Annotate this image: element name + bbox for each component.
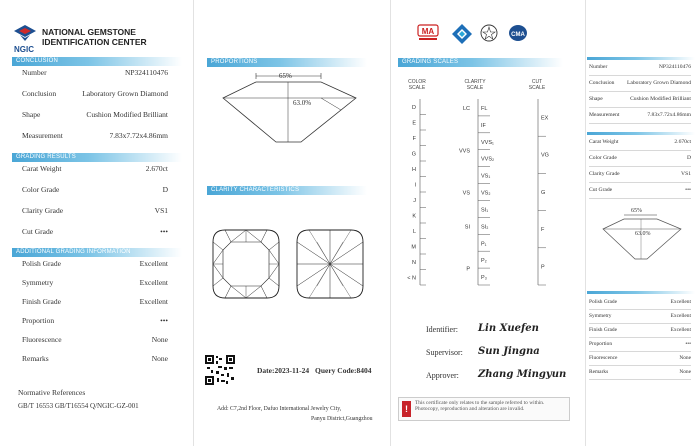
data-row-shape [589, 96, 691, 102]
row-label: Shape [589, 96, 603, 102]
data-row-polish-grade [589, 299, 691, 305]
data-row-number [22, 68, 168, 77]
ngic-emblem-icon [14, 25, 36, 41]
ilac-badge-icon [480, 24, 498, 47]
clarity-grade-label: P₁ [481, 241, 487, 248]
data-row-symmetry [22, 278, 168, 287]
cma-badge-icon [417, 24, 439, 42]
panel-main [0, 0, 193, 446]
row-value: None [151, 335, 168, 344]
row-divider [589, 337, 691, 338]
row-label: Conclusion [589, 80, 615, 86]
clarity-grade-label: VVS₁ [481, 139, 494, 146]
row-value: None [151, 354, 168, 363]
panel-scales [390, 0, 585, 446]
data-row-shape [22, 110, 168, 119]
row-label: Measurement [589, 112, 620, 118]
color-grade-label: N [412, 260, 416, 267]
panel-summary [585, 0, 700, 446]
row-divider [589, 379, 691, 380]
summary-accent-bar-3 [587, 291, 695, 294]
row-label: Fluorescence [589, 355, 618, 361]
row-label: Number [589, 64, 608, 70]
cut-scale-title: CUT SCALE [528, 79, 546, 91]
row-label: Color Grade [589, 155, 617, 161]
row-value: 7.83x7.72x4.86mm [109, 131, 168, 140]
row-label: Cut Grade [22, 227, 54, 236]
data-row-remarks [589, 369, 691, 375]
signature-name: Lin Xuefen [478, 323, 539, 334]
signature-name: Sun Jingna [478, 346, 540, 357]
data-row-clarity-grade [589, 171, 691, 177]
color-grade-label: D [412, 105, 416, 112]
clarity-group-label: VVS [458, 148, 470, 155]
cut-grade-label: F [541, 227, 545, 234]
data-row-finish-grade [22, 297, 168, 306]
clarity-group-label: P [466, 266, 470, 273]
data-row-fluorescence [22, 335, 168, 344]
svg-text:MA: MA [421, 27, 435, 36]
data-row-color-grade [589, 155, 691, 161]
data-row-color-grade [22, 185, 168, 194]
clarity-grade-label: P₃ [481, 275, 487, 282]
row-label: Symmetry [589, 313, 612, 319]
row-value: D [162, 185, 168, 194]
clarity-group-label: VS [462, 190, 470, 197]
clarity-grade-label: P₂ [481, 258, 487, 265]
row-divider [589, 150, 691, 151]
data-row-symmetry [589, 313, 691, 319]
panel-diagrams [193, 0, 390, 446]
row-value: None [679, 355, 691, 361]
row-value: ••• [685, 187, 691, 193]
row-label: Proportion [22, 316, 55, 325]
summary-table-percent: 65% [631, 208, 642, 214]
section-conclusion-header: CONCLUSION [12, 57, 182, 66]
row-label: Carat Weight [589, 139, 619, 145]
signature-role: Supervisor: [426, 348, 463, 357]
data-row-polish-grade [22, 259, 168, 268]
row-value: ••• [160, 227, 168, 236]
row-value: 2.670ct [145, 164, 168, 173]
section-grading-header: GRADING RESULTS [12, 153, 182, 162]
row-value: 7.83x7.72x4.86mm [647, 112, 691, 118]
address-line1: Add: C7,2nd Floor, Dafuo International Jewelry City, [217, 406, 342, 412]
clarity-grade-label: VS₁ [481, 173, 491, 180]
cut-grade-label: P [541, 264, 545, 271]
depth-percent: 63.0% [293, 99, 312, 107]
row-label: Polish Grade [589, 299, 617, 305]
row-value: Excellent [139, 259, 168, 268]
data-row-proportion [589, 341, 691, 347]
row-divider [589, 351, 691, 352]
svg-text:CMA: CMA [511, 32, 525, 38]
color-grade-label: F [412, 136, 416, 143]
row-label: Measurement [22, 131, 63, 140]
notice-box [398, 397, 570, 421]
row-value: Excellent [139, 278, 168, 287]
row-value: NP324110476 [124, 68, 168, 77]
row-label: Polish Grade [22, 259, 61, 268]
clarity-grade-label: SI₁ [481, 207, 489, 214]
color-grade-label: H [412, 167, 416, 174]
data-row-carat-weight [22, 164, 168, 173]
references-title: Normative References [18, 388, 86, 397]
data-row-measurement [589, 112, 691, 118]
color-grade-label: < N [407, 275, 416, 282]
row-value: ••• [160, 316, 168, 325]
row-divider [589, 123, 691, 124]
row-label: Finish Grade [22, 297, 61, 306]
data-row-cut-grade [22, 227, 168, 236]
data-row-proportion [22, 316, 168, 325]
row-value: NP324110476 [658, 64, 691, 70]
row-label: Carat Weight [22, 164, 62, 173]
row-value: ••• [685, 341, 691, 347]
summary-accent-bar [587, 57, 695, 60]
logo-text: NGIC [14, 45, 34, 54]
row-divider [589, 91, 691, 92]
row-value: 2.670ct [674, 139, 691, 145]
row-label: Symmetry [22, 278, 54, 287]
data-row-carat-weight [589, 139, 691, 145]
org-name-line1: NATIONAL GEMSTONE [42, 27, 136, 37]
data-row-conclusion [589, 80, 691, 86]
color-grade-label: E [412, 120, 416, 127]
table-percent: 65% [279, 72, 292, 80]
row-divider [589, 166, 691, 167]
color-grade-label: M [411, 244, 416, 251]
crown-view-diagram [211, 228, 281, 300]
section-proportions-header: PROPORTIONS [207, 58, 367, 67]
qr-code [205, 355, 235, 385]
row-value: Cushion Modified Brilliant [86, 110, 168, 119]
section-scales-header: GRADING SCALES [398, 58, 563, 67]
section-additional-header: ADDITIONAL GRADING INFORMATION [12, 248, 182, 257]
grading-scale-chart [390, 95, 585, 290]
pavilion-view-diagram [295, 228, 365, 300]
data-row-finish-grade [589, 327, 691, 333]
row-label: Cut Grade [589, 187, 613, 193]
clarity-grade-label: FL [481, 105, 488, 112]
data-row-remarks [22, 354, 168, 363]
data-row-cut-grade [589, 187, 691, 193]
clarity-grade-label: SI₂ [481, 224, 489, 231]
row-value: VS1 [681, 171, 691, 177]
cma-round-badge-icon [508, 24, 528, 47]
row-value: Cushion Modified Brilliant [630, 96, 691, 102]
notice-text: This certificate only relates to the sample referred to within. Photocopy, reproduction and alteration are invalid. [415, 400, 545, 413]
section-clarity-header: CLARITY CHARACTERISTICS [207, 186, 367, 195]
signature-role: Approver: [426, 371, 459, 380]
row-value: Excellent [670, 313, 691, 319]
summary-depth-percent: 63.0% [635, 231, 651, 237]
signature-name: Zhang Mingyun [478, 369, 567, 380]
cut-grade-label: VG [541, 152, 549, 159]
row-divider [589, 107, 691, 108]
color-grade-label: G [411, 151, 416, 158]
summary-accent-bar-2 [587, 132, 695, 135]
row-label: Finish Grade [589, 327, 617, 333]
row-label: Shape [22, 110, 41, 119]
cut-grade-label: EX [541, 115, 549, 122]
color-scale-title: COLOR SCALE [408, 79, 426, 91]
row-label: Fluorescence [22, 335, 62, 344]
row-divider [589, 75, 691, 76]
color-grade-label: J [413, 198, 416, 205]
row-value: Excellent [670, 299, 691, 305]
references-text: GB/T 16553 GB/T16554 Q/NGIC-GZ-001 [18, 402, 139, 410]
clarity-scale-title: CLARITY SCALE [464, 79, 486, 91]
row-value: D [686, 155, 691, 161]
row-value: Laboratory Grown Diamond [626, 80, 691, 86]
ngic-logo [14, 25, 36, 54]
cnas-badge-icon [452, 24, 472, 49]
warning-icon: ! [402, 401, 411, 417]
row-value: VS1 [154, 206, 168, 215]
data-row-clarity-grade [22, 206, 168, 215]
data-row-measurement [22, 131, 168, 140]
org-name-line2: IDENTIFICATION CENTER [42, 37, 147, 47]
cut-grade-label: G [541, 189, 546, 196]
row-value: Excellent [670, 327, 691, 333]
data-row-conclusion [22, 89, 168, 98]
row-divider [589, 198, 691, 199]
data-row-number [589, 64, 691, 70]
clarity-group-label: SI [464, 224, 470, 231]
data-row-fluorescence [589, 355, 691, 361]
address-line2: Panyu District,Guangzhou [311, 416, 373, 422]
color-grade-label: L [412, 229, 416, 236]
row-divider [589, 182, 691, 183]
row-label: Conclusion [22, 89, 57, 98]
row-divider [589, 309, 691, 310]
clarity-grade-label: IF [481, 122, 486, 129]
row-label: Remarks [22, 354, 49, 363]
row-label: Remarks [589, 369, 609, 375]
row-label: Number [22, 68, 47, 77]
row-label: Clarity Grade [22, 206, 64, 215]
row-value: Laboratory Grown Diamond [82, 89, 168, 98]
clarity-group-label: LC [462, 105, 470, 112]
query-code: Query Code:8404 [315, 366, 372, 375]
row-label: Proportion [589, 341, 613, 347]
clarity-grade-label: VVS₂ [481, 156, 495, 163]
row-label: Color Grade [22, 185, 60, 194]
clarity-grade-label: VS₂ [481, 190, 491, 197]
row-divider [589, 365, 691, 366]
color-grade-label: I [414, 182, 416, 189]
color-grade-label: K [412, 213, 416, 220]
row-value: Excellent [139, 297, 168, 306]
row-divider [589, 323, 691, 324]
issue-date: Date:2023-11-24 [257, 366, 310, 375]
signature-role: Identifier: [426, 325, 458, 334]
row-value: None [679, 369, 691, 375]
row-label: Clarity Grade [589, 171, 620, 177]
